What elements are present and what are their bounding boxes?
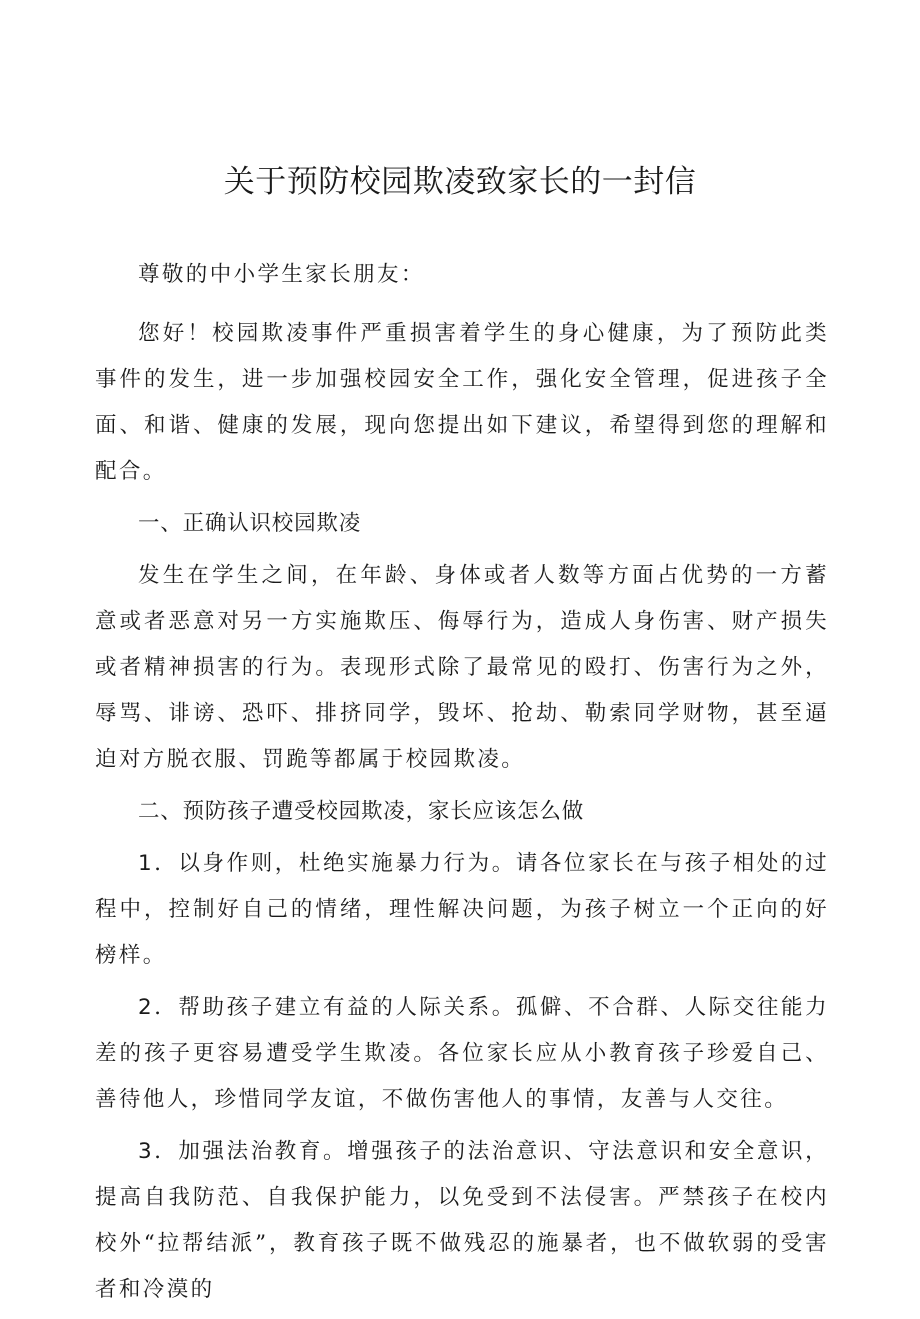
section-heading-2: 二、预防孩子遭受校园欺凌，家长应该怎么做	[138, 799, 585, 824]
section-1-paragraph: 发生在学生之间，在年龄、身体或者人数等方面占优势的一方蓄意或者恶意对另一方实施欺压、侮辱行为，造成人身伤害、财产损失或者精神损害的行为。表现形式除了最常见的殴打、伤害行为之外，辱骂、诽谤、恐吓、排挤同学，毁坏、抢劫、勒索同学财物，甚至逼迫对方脱衣服、罚跪等都属于校园欺凌。	[95, 563, 829, 772]
list-item-number: 1．	[138, 851, 179, 876]
list-item	[95, 1129, 829, 1313]
list-item-text: 以身作则，杜绝实施暴力行为。请各位家长在与孩子相处的过程中，控制好自己的情绪，理性解决问题，为孩子树立一个正向的好榜样。	[95, 851, 829, 968]
document-title: 关于预防校园欺凌致家长的一封信	[223, 164, 697, 200]
intro-paragraph: 您好！校园欺凌事件严重损害着学生的身心健康，为了预防此类事件的发生，进一步加强校园安全工作，强化安全管理，促进孩子全面、和谐、健康的发展，现向您提出如下建议，希望得到您的理解和配合。	[95, 321, 829, 484]
list-item-number: 2．	[138, 995, 179, 1020]
section-heading-1: 一、正确认识校园欺凌	[138, 511, 362, 536]
list-item	[95, 985, 829, 1123]
list-item-text: 帮助孩子建立有益的人际关系。孤僻、不合群、人际交往能力差的孩子更容易遭受学生欺凌。各位家长应从小教育孩子珍爱自己、善待他人，珍惜同学友谊，不做伤害他人的事情，友善与人交往。	[95, 995, 829, 1112]
list-item-number: 3．	[138, 1139, 179, 1164]
list-item	[95, 841, 829, 979]
list-item-text: 加强法治教育。增强孩子的法治意识、守法意识和安全意识，提高自我防范、自我保护能力，以免受到不法侵害。严禁孩子在校内校外“拉帮结派”，教育孩子既不做残忍的施暴者，也不做软弱的受害者和冷漠的	[95, 1139, 829, 1302]
document-body	[95, 252, 829, 1319]
salutation: 尊敬的中小学生家长朋友：	[138, 262, 425, 287]
